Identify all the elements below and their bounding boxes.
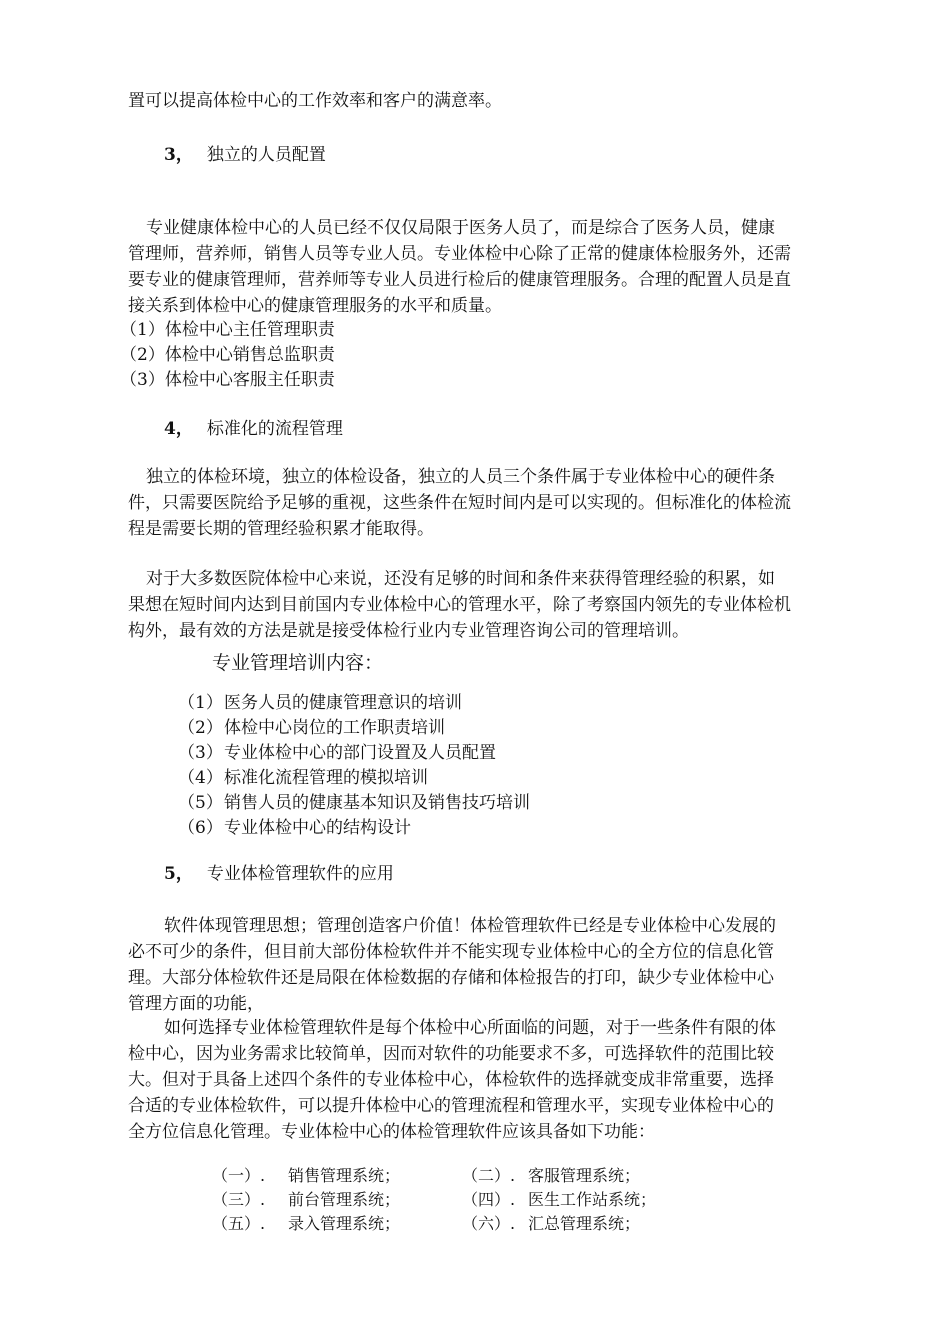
training-item	[178, 742, 496, 764]
training-item-text: 专业体检中心的部门设置及人员配置	[224, 743, 496, 763]
system-item-text: 医生工作站系统；	[528, 1190, 657, 1209]
system-item	[462, 1189, 656, 1211]
section5-paragraph1-line: 管理方面的功能，	[128, 994, 264, 1014]
section3-paragraph-line: 管理师，营养师，销售人员等专业人员。专业体检中心除了正常的健康体检服务外，还需	[128, 244, 791, 264]
section5-paragraph2-line: 合适的专业体检软件，可以提升体检中心的管理流程和管理水平，实现专业体检中心的	[128, 1096, 774, 1116]
section4-number: 4，	[164, 419, 193, 439]
system-item-text: 汇总管理系统；	[528, 1214, 641, 1233]
section5-paragraph1-line: 理。大部分体检软件还是局限在体检数据的存储和体检报告的打印，缺少专业体检中心	[128, 968, 774, 988]
section5-paragraph2-line: 大。但对于具备上述四个条件的专业体检中心，体检软件的选择就变成非常重要，选择	[128, 1070, 774, 1090]
system-item-index: （四）.	[462, 1190, 516, 1209]
system-item	[212, 1165, 400, 1187]
intro-tail-line: 置可以提高体检中心的工作效率和客户的满意率。	[128, 91, 502, 111]
training-item-index: （1）	[178, 693, 223, 713]
system-item-text: 客服管理系统；	[528, 1166, 641, 1185]
section5-title: 专业体检管理软件的应用	[206, 864, 394, 884]
training-item-text: 销售人员的健康基本知识及销售技巧培训	[224, 793, 530, 813]
training-item-index: （5）	[178, 793, 223, 813]
training-item-index: （2）	[178, 718, 223, 738]
system-item	[462, 1213, 640, 1235]
system-item-text: 销售管理系统；	[288, 1166, 401, 1185]
section4-paragraph1-line: 程是需要长期的管理经验积累才能取得。	[128, 519, 434, 539]
training-item-index: （3）	[178, 743, 223, 763]
section5-paragraph2-line: 全方位信息化管理。专业体检中心的体检管理软件应该具备如下功能：	[128, 1122, 655, 1142]
system-item-index: （三）.	[212, 1190, 266, 1209]
section3-title: 独立的人员配置	[206, 145, 326, 165]
system-item	[212, 1189, 400, 1211]
section3-paragraph-line: 要专业的健康管理师，营养师等专业人员进行检后的健康管理服务。合理的配置人员是直	[128, 270, 791, 290]
training-item	[178, 792, 530, 814]
training-item	[178, 717, 445, 739]
section3-paragraph-line: 接关系到体检中心的健康管理服务的水平和质量。	[128, 296, 502, 316]
system-item-index: （六）.	[462, 1214, 516, 1233]
training-item	[178, 692, 462, 714]
training-item	[178, 767, 428, 789]
system-item	[462, 1165, 640, 1187]
section4-heading	[164, 418, 343, 440]
system-item-text: 前台管理系统；	[288, 1190, 401, 1209]
training-item-text: 体检中心岗位的工作职责培训	[224, 718, 445, 738]
training-item	[178, 817, 411, 839]
training-item-text: 医务人员的健康管理意识的培训	[224, 693, 462, 713]
section3-heading	[164, 144, 326, 166]
section5-heading	[164, 863, 394, 885]
section4-paragraph1-line: 独立的体检环境，独立的体检设备，独立的人员三个条件属于专业体检中心的硬件条	[146, 467, 775, 487]
system-item-index: （二）.	[462, 1166, 516, 1185]
section5-paragraph2-line: 检中心，因为业务需求比较简单，因而对软件的功能要求不多，可选择软件的范围比较	[128, 1044, 774, 1064]
section5-paragraph2-line: 如何选择专业体检管理软件是每个体检中心所面临的问题，对于一些条件有限的体	[164, 1018, 776, 1038]
section4-paragraph2-line: 构外，最有效的方法是就是接受体检行业内专业管理咨询公司的管理培训。	[128, 621, 689, 641]
training-title: 专业管理培训内容：	[212, 652, 384, 674]
system-item-index: （一）.	[212, 1166, 266, 1185]
training-item-text: 专业体检中心的结构设计	[224, 818, 411, 838]
section4-title: 标准化的流程管理	[206, 419, 343, 439]
section5-number: 5，	[164, 864, 193, 884]
duty-item: （1）体检中心主任管理职责	[120, 320, 335, 340]
system-item-text: 录入管理系统；	[288, 1214, 401, 1233]
section5-paragraph1-line: 必不可少的条件，但目前大部份体检软件并不能实现专业体检中心的全方位的信息化管	[128, 942, 774, 962]
system-item-index: （五）.	[212, 1214, 266, 1233]
section4-paragraph1-line: 件，只需要医院给予足够的重视，这些条件在短时间内是可以实现的。但标准化的体检流	[128, 493, 791, 513]
section4-paragraph2-line: 对于大多数医院体检中心来说，还没有足够的时间和条件来获得管理经验的积累，如	[146, 569, 775, 589]
training-item-text: 标准化流程管理的模拟培训	[224, 768, 428, 788]
duty-item: （3）体检中心客服主任职责	[120, 370, 335, 390]
duty-item: （2）体检中心销售总监职责	[120, 345, 335, 365]
training-item-index: （4）	[178, 768, 223, 788]
section3-paragraph-line: 专业健康体检中心的人员已经不仅仅局限于医务人员了，而是综合了医务人员，健康	[146, 218, 775, 238]
section5-paragraph1-line: 软件体现管理思想；管理创造客户价值！体检管理软件已经是专业体检中心发展的	[164, 916, 776, 936]
section4-paragraph2-line: 果想在短时间内达到目前国内专业体检中心的管理水平，除了考察国内领先的专业体检机	[128, 595, 791, 615]
training-item-index: （6）	[178, 818, 223, 838]
system-item	[212, 1213, 400, 1235]
section3-number: 3，	[164, 145, 193, 165]
